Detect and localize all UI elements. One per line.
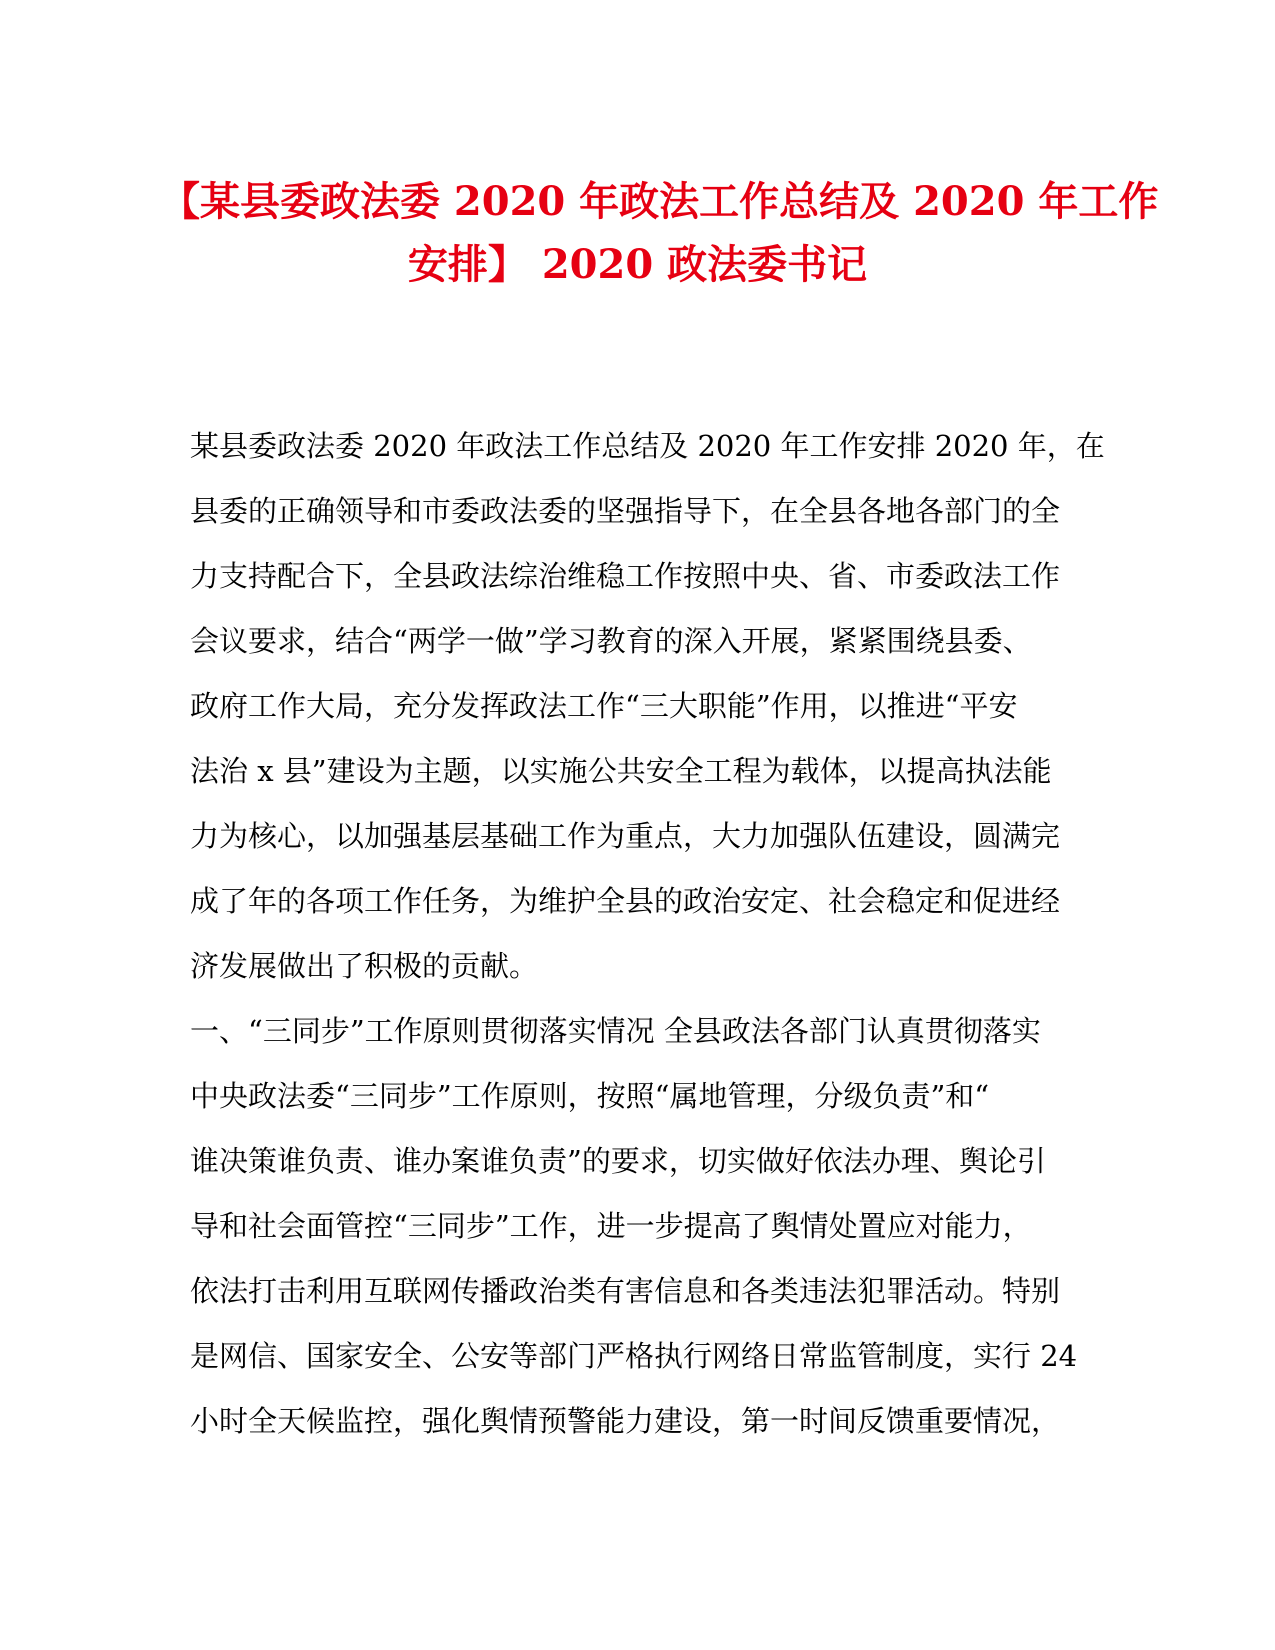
title-line-2: 安排】 2020 政法委书记 bbox=[407, 241, 868, 288]
body-line: 力支持配合下，全县政法综治维稳工作按照中央、省、市委政法工作 bbox=[190, 559, 1061, 593]
body-line: 力为核心，以加强基层基础工作为重点，大力加强队伍建设，圆满完 bbox=[190, 819, 1061, 853]
body-line: 法治 x 县”建设为主题，以实施公共安全工程为载体，以提高执法能 bbox=[190, 754, 1052, 788]
body-line: 谁决策谁负责、谁办案谁负责”的要求，切实做好依法办理、舆论引 bbox=[190, 1144, 1046, 1178]
body-line: 会议要求，结合“两学一做”学习教育的深入开展，紧紧围绕县委、 bbox=[190, 624, 1032, 658]
body-line: 济发展做出了积极的贡献。 bbox=[190, 949, 539, 983]
section-heading-line: 一、“三同步”工作原则贯彻落实情况 全县政法各部门认真贯彻落实 bbox=[190, 1014, 1041, 1048]
body-line: 中央政法委“三同步”工作原则，按照“属地管理，分级负责”和“ bbox=[190, 1079, 990, 1113]
body-line: 是网信、国家安全、公安等部门严格执行网络日常监管制度，实行 24 bbox=[190, 1339, 1078, 1373]
body-line: 导和社会面管控“三同步”工作，进一步提高了舆情处置应对能力， bbox=[190, 1209, 1032, 1243]
body-line: 县委的正确领导和市委政法委的坚强指导下，在全县各地各部门的全 bbox=[190, 494, 1061, 528]
body-line: 成了年的各项工作任务，为维护全县的政治安定、社会稳定和促进经 bbox=[190, 884, 1061, 918]
body-line: 依法打击利用互联网传播政治类有害信息和各类违法犯罪活动。特别 bbox=[190, 1274, 1061, 1308]
body-line: 某县委政法委 2020 年政法工作总结及 2020 年工作安排 2020 年，在 bbox=[190, 429, 1105, 463]
title-line-1: 【某县委政法委 2020 年政法工作总结及 2020 年工作 bbox=[160, 178, 1159, 225]
body-line: 小时全天候监控，强化舆情预警能力建设，第一时间反馈重要情况， bbox=[190, 1404, 1061, 1438]
document-body bbox=[190, 414, 1105, 1454]
body-line: 政府工作大局，充分发挥政法工作“三大职能”作用，以推进“平安 bbox=[190, 689, 1018, 723]
document-title bbox=[160, 170, 1159, 296]
